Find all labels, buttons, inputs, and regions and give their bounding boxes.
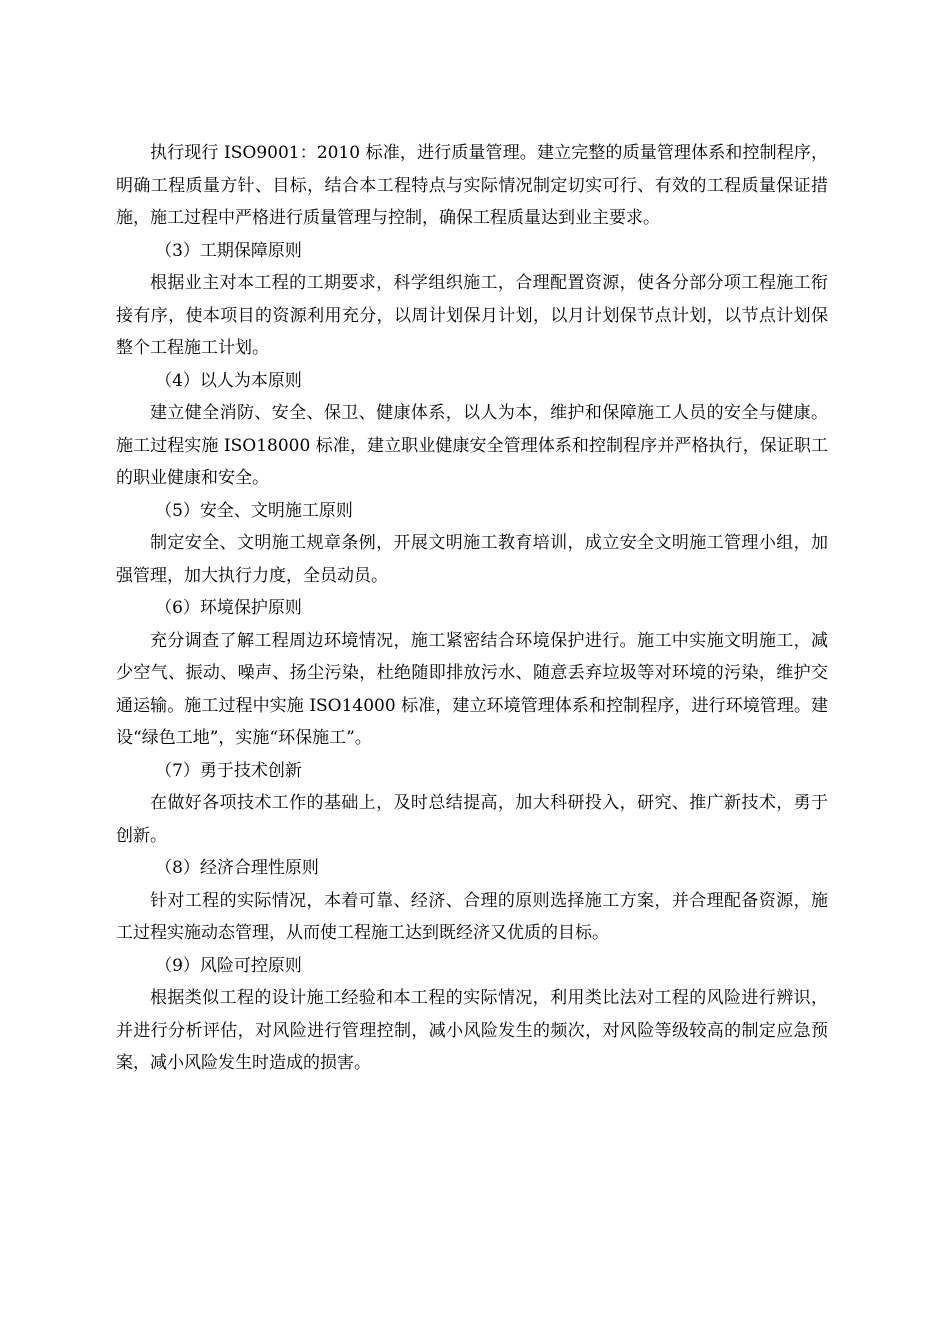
heading-risk-control: （9）风险可控原则 [155,955,302,976]
heading-environment: （6）环境保护原则 [155,598,302,618]
heading-safe-civilized: （5）安全、文明施工原则 [155,500,353,521]
paragraph-people-oriented: 建立健全消防、安全、保卫、健康体系，以人为本，维护和保障施工人员的安全与健康。施工过程实施 ISO18000 标准，建立职业健康安全管理体系和控制程序并严格执行，保证职工的职业健康和安全。 [116,403,828,488]
paragraph-safe-civilized: 制定安全、文明施工规章条例，开展文明施工教育培训，成立安全文明施工管理小组，加强管理，加大执行力度，全员动员。 [116,533,828,586]
paragraph-risk-control: 根据类似工程的设计施工经验和本工程的实际情况，利用类比法对工程的风险进行辨识，并进行分析评估，对风险进行管理控制，减小风险发生的频次，对风险等级较高的制定应急预案，减小风险发生时造成的损害。 [116,988,828,1073]
heading-people-oriented: （4）以人为本原则 [155,370,302,391]
document-body [116,137,828,1080]
paragraph-innovation: 在做好各项技术工作的基础上，及时总结提高，加大科研投入，研究、推广新技术，勇于创新。 [116,793,828,846]
paragraph-economic: 针对工程的实际情况，本着可靠、经济、合理的原则选择施工方案，并合理配备资源，施工过程实施动态管理，从而使工程施工达到既经济又优质的目标。 [116,890,828,943]
paragraph-quality-management: 执行现行 ISO9001：2010 标准，进行质量管理。建立完整的质量管理体系和控制程序，明确工程质量方针、目标，结合本工程特点与实际情况制定切实可行、有效的工程质量保证措施，施工过程中严格进行质量管理与控制，确保工程质量达到业主要求。 [116,143,828,228]
heading-schedule-guarantee: （3）工期保障原则 [155,240,302,261]
heading-economic: （8）经济合理性原则 [155,858,319,878]
heading-innovation: （7）勇于技术创新 [155,760,302,781]
paragraph-schedule-guarantee: 根据业主对本工程的工期要求，科学组织施工，合理配置资源，使各分部分项工程施工衔接有序，使本项目的资源利用充分，以周计划保月计划，以月计划保节点计划，以节点计划保整个工程施工计划。 [116,273,828,358]
paragraph-environment: 充分调查了解工程周边环境情况，施工紧密结合环境保护进行。施工中实施文明施工，减少空气、振动、噪声、扬尘污染，杜绝随即排放污水、随意丢弃垃圾等对环境的污染，维护交通运输。施工过程中实施 ISO14000 标准，建立环境管理体系和控制程序，进行环境管理。建设“绿色工地”，实施“环保施工”。 [116,630,828,748]
